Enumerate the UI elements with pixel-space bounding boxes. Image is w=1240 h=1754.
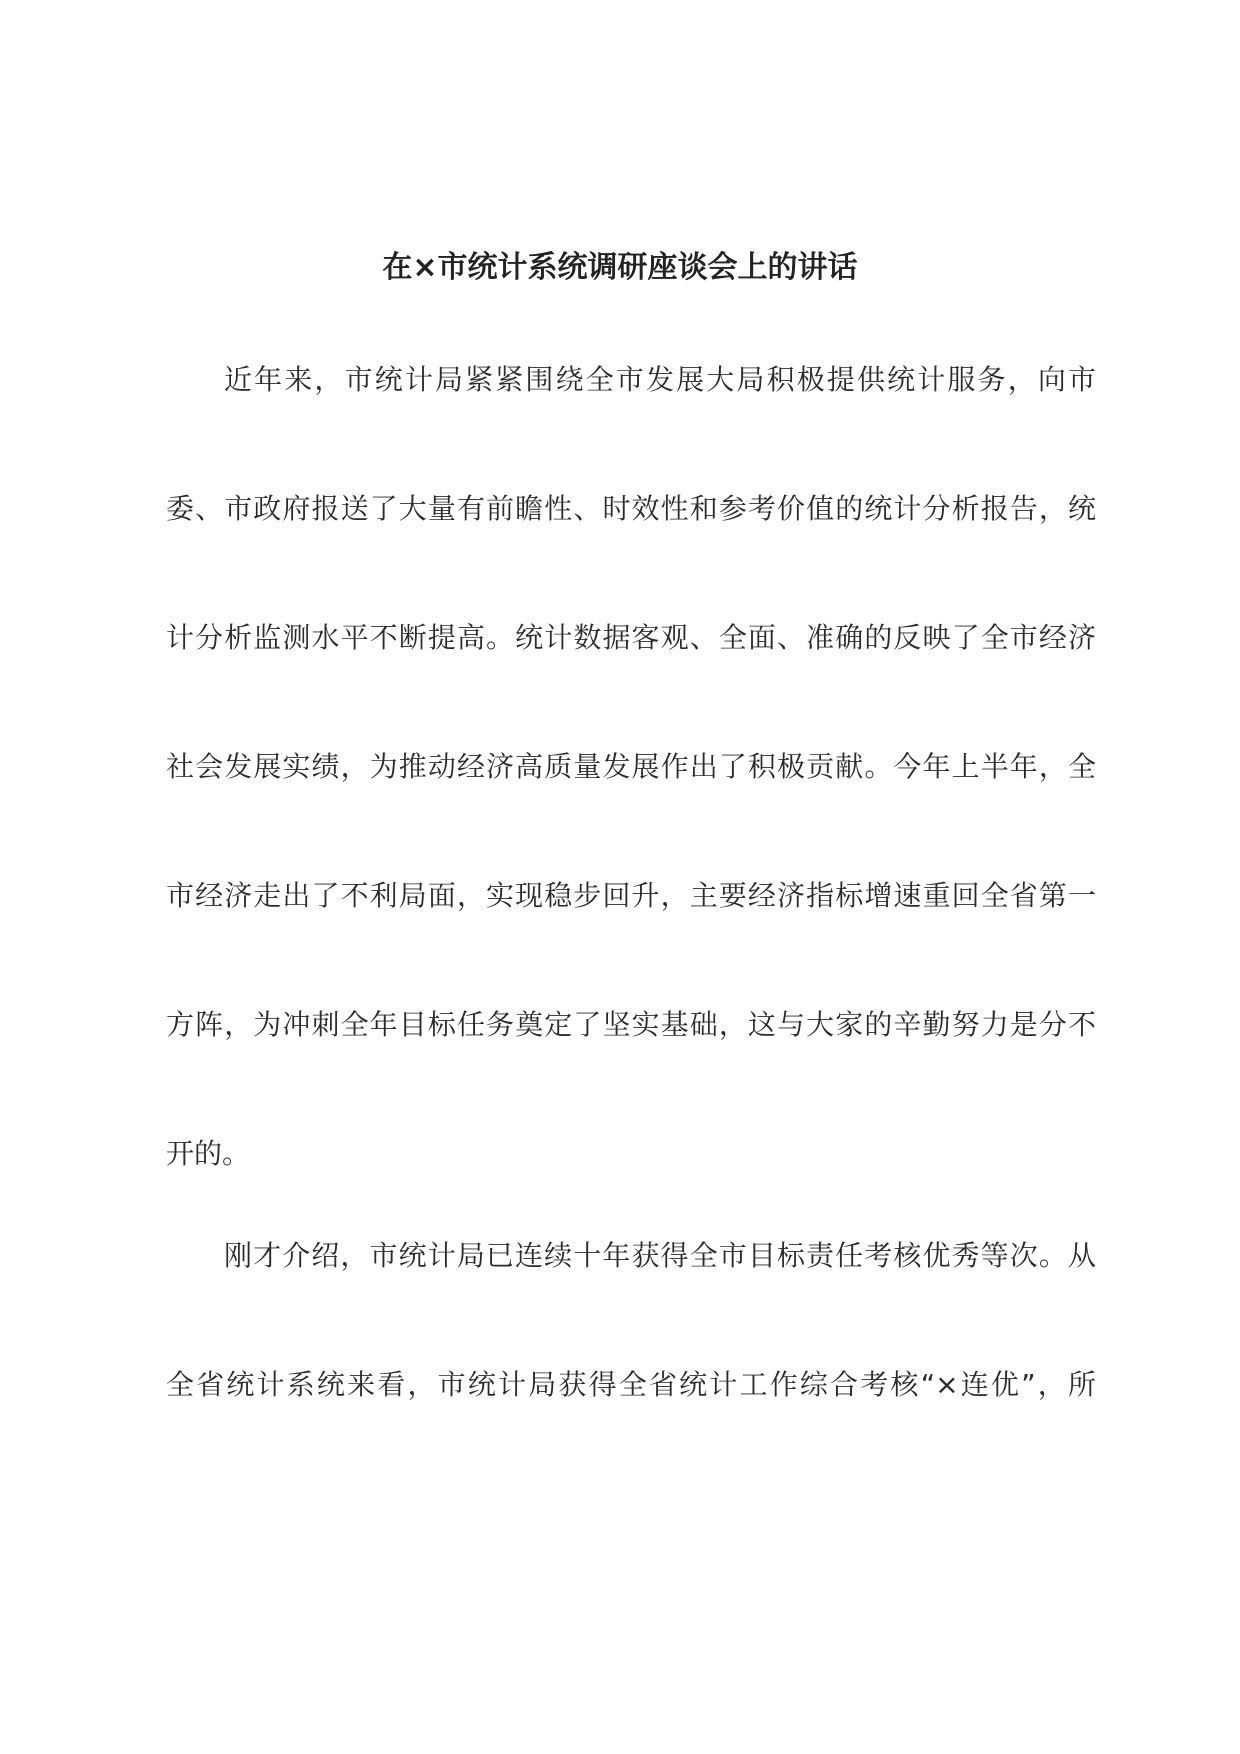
paragraph-line: 近年来，市统计局紧紧围绕全市发展大局积极提供统计服务，向市 <box>224 363 1096 396</box>
document-title: 在×市统计系统调研座谈会上的讲话 <box>382 250 858 285</box>
paragraph-line: 开的。 <box>166 1137 251 1170</box>
paragraph-line: 计分析监测水平不断提高。统计数据客观、全面、准确的反映了全市经济 <box>166 621 1096 654</box>
paragraph-line: 社会发展实绩，为推动经济高质量发展作出了积极贡献。今年上半年，全 <box>166 750 1096 783</box>
paragraph-line: 方阵，为冲刺全年目标任务奠定了坚实基础，这与大家的辛勤努力是分不 <box>166 1008 1096 1041</box>
paragraph-line: 市经济走出了不利局面，实现稳步回升，主要经济指标增速重回全省第一 <box>166 879 1096 912</box>
paragraph-line: 刚才介绍，市统计局已连续十年获得全市目标责任考核优秀等次。从 <box>224 1239 1096 1272</box>
paragraph-line: 委、市政府报送了大量有前瞻性、时效性和参考价值的统计分析报告，统 <box>166 492 1096 525</box>
paragraph-line: 全省统计系统来看，市统计局获得全省统计工作综合考核“×连优”，所 <box>166 1368 1096 1401</box>
